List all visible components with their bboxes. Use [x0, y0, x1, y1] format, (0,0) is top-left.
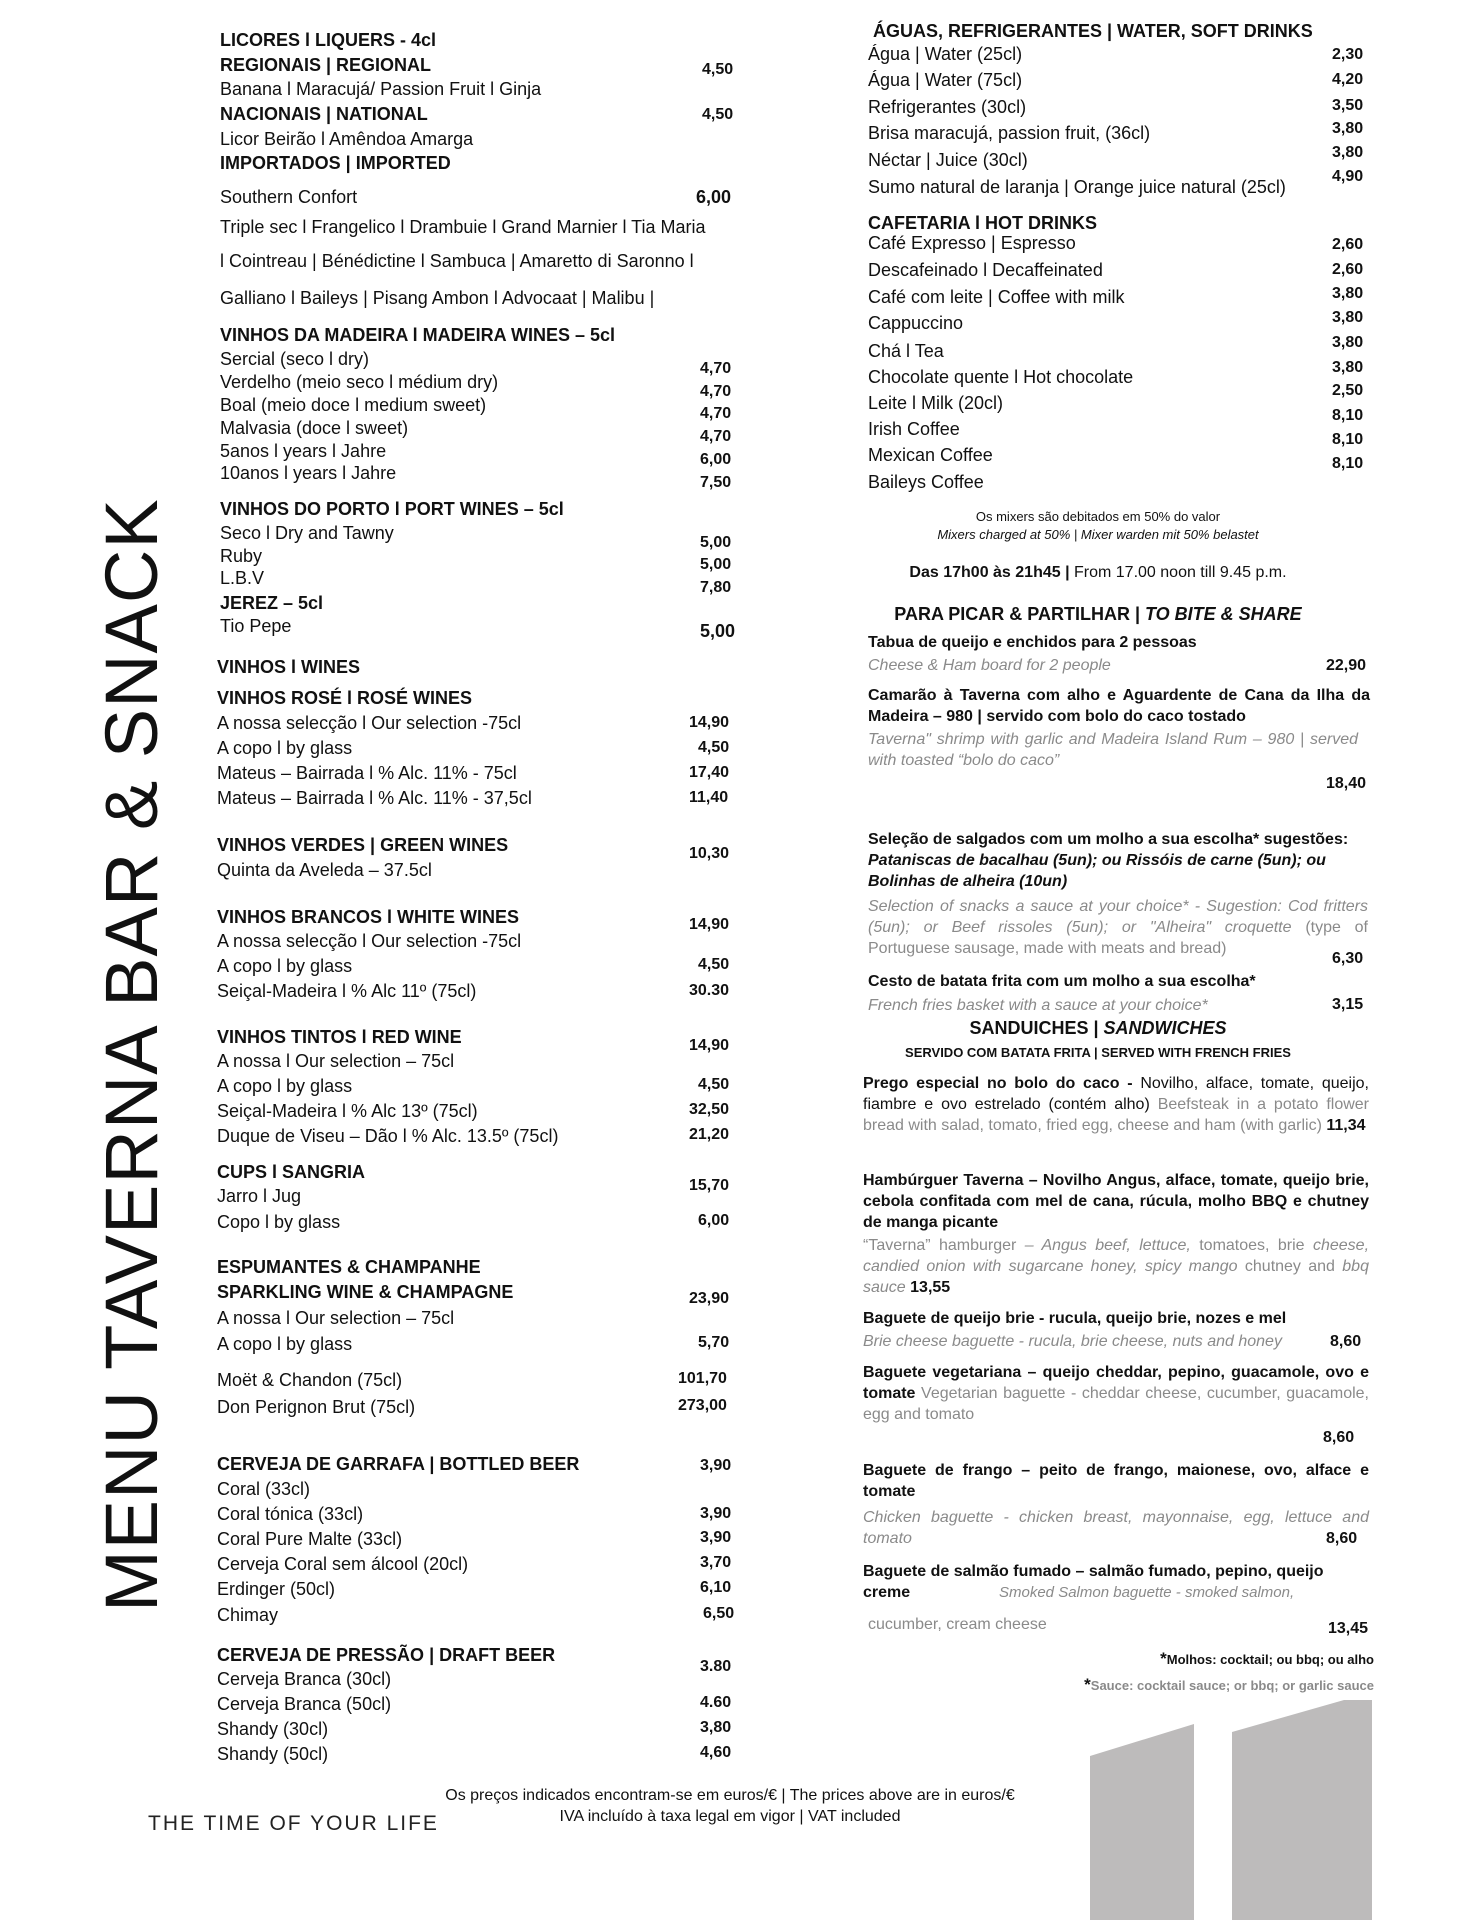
red-item: Duque de Viseu – Dão l % Alc. 13.5º (75cl) — [217, 1126, 559, 1146]
water-title: ÁGUAS, REFRIGERANTES | WATER, SOFT DRINKS — [873, 21, 1313, 41]
red-price: 21,20 — [689, 1126, 730, 1143]
shrimp-desc: Taverna" shrimp with garlic and Madeira Island Rum – 980 | served with toasted “bolo do caco” — [868, 731, 1358, 769]
green-title: VINHOS VERDES | GREEN WINES — [217, 835, 509, 855]
bottled-price: 6,10 — [700, 1579, 732, 1596]
draft-price: 4,60 — [700, 1744, 732, 1761]
jerez-item: Tio Pepe — [220, 616, 292, 636]
sparkling-item: Moët & Chandon (75cl) — [217, 1370, 403, 1390]
rose-price: 11,40 — [689, 789, 729, 806]
regional-title: REGIONAIS | REGIONAL — [220, 55, 432, 75]
madeira-item: 10anos l years l Jahre — [220, 463, 397, 483]
jerez-price: 5,00 — [700, 621, 736, 641]
coffee-item: Mexican Coffee — [868, 445, 993, 465]
sparkling-price: 5,70 — [698, 1334, 730, 1351]
red-item: A nossa l Our selection – 75cl — [217, 1051, 455, 1071]
draft-price: 3,80 — [700, 1719, 732, 1736]
white-item: A copo l by glass — [217, 956, 353, 976]
white-item: A nossa selecção l Our selection -75cl — [217, 931, 522, 951]
coffee-price: 3,80 — [1332, 359, 1364, 376]
madeira-title: VINHOS DA MADEIRA l MADEIRA WINES – 5cl — [220, 325, 616, 345]
opening-hours-pt: Das 17h00 às 21h45 | — [909, 564, 1070, 581]
rose-item: A nossa selecção l Our selection -75cl — [217, 713, 522, 733]
chicken-title: Baguete de frango – peito de frango, maionese, ovo, alface e tomate — [863, 1462, 1369, 1500]
bottled-item: Coral (33cl) — [217, 1479, 311, 1499]
burger-desc-e: chutney and — [1244, 1258, 1335, 1275]
water-price: 3,80 — [1332, 144, 1364, 161]
sparkling-price: 273,00 — [678, 1397, 727, 1414]
coffee-price: 2,50 — [1332, 382, 1364, 399]
madeira-item: Verdelho (meio seco l médium dry) — [220, 372, 499, 392]
opening-hours-en: From 17.00 noon till 9.45 p.m. — [1069, 564, 1287, 581]
prego-desc: Beefsteak in a potato flower bread with salad, tomato, fried egg, cheese and ham (with garlic) — [863, 1096, 1370, 1134]
water-price: 2,30 — [1332, 46, 1364, 63]
logo-block-left — [1090, 1724, 1194, 1920]
snacks-desc-note: (type of Portuguese sausage, made with meats and bread) — [868, 919, 1369, 957]
cheese-board-title: Tabua de queijo e enchidos para 2 pessoas — [868, 634, 1197, 651]
draft-price: 3.80 — [700, 1658, 732, 1675]
burger-price: 13,55 — [910, 1279, 951, 1296]
burger-desc-b: – Angus beef, lettuce, — [1024, 1237, 1191, 1254]
sparkling-item: Don Perignon Brut (75cl) — [217, 1397, 416, 1417]
national-items: Licor Beirão l Amêndoa Amarga — [220, 129, 474, 149]
salmon-price: 13,45 — [1328, 1620, 1369, 1637]
bottled-price: 3,90 — [700, 1457, 732, 1474]
fries-title: Cesto de batata frita com um molho a sua escolha* — [868, 973, 1256, 990]
salmon-desc-2: cucumber, cream cheese — [868, 1616, 1047, 1633]
rose-title: VINHOS ROSÉ l ROSÉ WINES — [217, 688, 473, 708]
white-item: Seiçal-Madeira l % Alc 11º (75cl) — [217, 981, 477, 1001]
veg-title: Baguete vegetariana – queijo cheddar, pepino, guacamole, ovo e tomate — [863, 1364, 1369, 1402]
white-price: 4,50 — [698, 956, 730, 973]
coffee-price: 8,10 — [1332, 431, 1364, 448]
burger-desc-a: “Taverna” hamburger — [863, 1237, 1017, 1254]
madeira-price: 4,70 — [700, 360, 732, 377]
rose-item: A copo l by glass — [217, 738, 353, 758]
sandwiches-title — [868, 1017, 1328, 1039]
wines-title: VINHOS l WINES — [217, 657, 361, 677]
sauce-asterisk-en: * — [1084, 1675, 1091, 1694]
red-price: 14,90 — [689, 1037, 730, 1054]
salmon-desc-1: Smoked Salmon baguette - smoked salmon, — [999, 1584, 1295, 1601]
coffee-item: Descafeinado l Decaffeinated — [868, 260, 1103, 280]
draft-beer-title: CERVEJA DE PRESSÃO | DRAFT BEER — [217, 1645, 556, 1665]
bottled-price: 3,90 — [700, 1505, 732, 1522]
water-price: 3,50 — [1332, 97, 1364, 114]
coffee-price: 2,60 — [1332, 236, 1364, 253]
bite-title-pt: PARA PICAR & PARTILHAR | — [894, 604, 1145, 624]
sparkling-title-en: SPARKLING WINE & CHAMPAGNE — [217, 1282, 514, 1302]
burger-desc — [863, 1235, 1369, 1298]
coffee-price: 3,80 — [1332, 334, 1364, 351]
draft-price: 4.60 — [700, 1694, 732, 1711]
cheese-board-price: 22,90 — [1326, 657, 1367, 674]
prego-item — [863, 1073, 1369, 1136]
imported-line-3: Galliano l Baileys | Pisang Ambon l Advocaat | Malibu | — [220, 288, 655, 308]
prego-ingredients: Novilho, alface, tomate, queijo, fiambre e ovo estrelado (contém alho) — [863, 1075, 1370, 1113]
bottled-item: Cerveja Coral sem álcool (20cl) — [217, 1554, 469, 1574]
red-title: VINHOS TINTOS l RED WINE — [217, 1027, 462, 1047]
logo-block-right — [1232, 1700, 1372, 1920]
mixers-note-en: Mixers charged at 50% | Mixer warden mit 50% belastet — [937, 527, 1259, 542]
imported-title: IMPORTADOS | IMPORTED — [220, 153, 451, 173]
madeira-price: 4,70 — [700, 405, 732, 422]
snacks-title — [868, 829, 1370, 892]
burger-desc-c: tomatoes, brie — [1199, 1237, 1305, 1254]
coffee-item: Cappuccino — [868, 313, 964, 333]
water-item: Brisa maracujá, passion fruit, (36cl) — [868, 123, 1151, 143]
port-item: Seco l Dry and Tawny — [220, 523, 394, 543]
coffee-item: Chá l Tea — [868, 341, 944, 361]
sauce-note-en — [1000, 1676, 1374, 1695]
sparkling-item: A nossa l Our selection – 75cl — [217, 1308, 455, 1328]
snacks-desc-en: Selection of snacks a sauce at your choice* - Sugestion: Cod fritters (5un); or Beef rissoles (5un); or "Alheira" croquette — [868, 898, 1368, 936]
water-item: Refrigerantes (30cl) — [868, 97, 1027, 117]
veg-item — [863, 1362, 1369, 1425]
bottled-item: Coral Pure Malte (33cl) — [217, 1529, 403, 1549]
madeira-item: Sercial (seco l dry) — [220, 349, 370, 369]
coffee-price: 3,80 — [1332, 309, 1364, 326]
coffee-item: Baileys Coffee — [868, 472, 984, 492]
bottled-item: Erdinger (50cl) — [217, 1579, 336, 1599]
coffee-item: Café com leite | Coffee with milk — [868, 287, 1125, 307]
madeira-item: Malvasia (doce l sweet) — [220, 418, 409, 438]
white-price: 14,90 — [689, 916, 730, 933]
jerez-title: JEREZ – 5cl — [220, 593, 324, 613]
coffee-item: Irish Coffee — [868, 419, 960, 439]
snacks-title-text: Seleção de salgados com um molho a sua escolha* sugestões: — [868, 831, 1349, 848]
shrimp-title: Camarão à Taverna com alho e Aguardente de Cana da Ilha da Madeira – 980 | servido com bolo do caco tostado — [868, 687, 1370, 725]
port-title: VINHOS DO PORTO l PORT WINES – 5cl — [220, 499, 564, 519]
mixers-note-pt: Os mixers são debitados em 50% do valor — [975, 509, 1221, 524]
cups-item: Copo l by glass — [217, 1212, 341, 1232]
green-item: Quinta da Aveleda – 37.5cl — [217, 860, 432, 880]
red-price: 4,50 — [698, 1076, 730, 1093]
bottled-price: 3,90 — [700, 1529, 732, 1546]
port-price: 5,00 — [700, 534, 732, 551]
opening-hours — [868, 562, 1328, 583]
sauce-en-text: Sauce: cocktail sauce; or bbq; or garlic sauce — [1090, 1678, 1374, 1693]
veg-desc: Vegetarian baguette - cheddar cheese, cucumber, guacamole, egg and tomato — [863, 1385, 1369, 1423]
red-price: 32,50 — [689, 1101, 730, 1118]
water-item: Néctar | Juice (30cl) — [868, 150, 1028, 170]
water-item: Sumo natural de laranja | Orange juice natural (25cl) — [868, 177, 1286, 197]
brie-title: Baguete de queijo brie - rucula, queijo brie, nozes e mel — [863, 1310, 1287, 1327]
menu-vertical-title: MENU TAVERNA BAR & SNACK — [90, 498, 173, 1612]
southern-comfort: Southern Confort — [220, 187, 358, 207]
shrimp-price: 18,40 — [1326, 775, 1367, 792]
sandwiches-title-pt: SANDUICHES | — [969, 1018, 1104, 1038]
burger-title: Hambúrguer Taverna – Novilho Angus, alface, tomate, queijo brie, cebola confitada com mel de cana, rúcula, molho BBQ e chutney de manga picante — [863, 1172, 1369, 1231]
brie-price: 8,60 — [1330, 1333, 1362, 1350]
rose-item: Mateus – Bairrada l % Alc. 11% - 37,5cl — [217, 788, 532, 808]
draft-item: Shandy (50cl) — [217, 1744, 329, 1764]
bottled-item: Coral tónica (33cl) — [217, 1504, 364, 1524]
madeira-price: 7,50 — [700, 474, 732, 491]
red-item: Seiçal-Madeira l % Alc 13º (75cl) — [217, 1101, 478, 1121]
sparkling-price: 23,90 — [689, 1290, 730, 1307]
bite-share-title — [868, 603, 1328, 625]
burger-desc-d: cheese, candied onion with sugarcane honey, spicy mango — [863, 1237, 1370, 1275]
fries-desc: French fries basket with a sauce at your choice* — [868, 997, 1208, 1014]
salmon-title: Baguete de salmão fumado – salmão fumado, pepino, queijo creme — [863, 1563, 1324, 1601]
sauce-pt-text: Molhos: cocktail; ou bbq; ou alho — [1166, 1652, 1374, 1667]
draft-item: Shandy (30cl) — [217, 1719, 329, 1739]
madeira-item: Boal (meio doce l medium sweet) — [220, 395, 487, 415]
coffee-item: Chocolate quente l Hot chocolate — [868, 367, 1134, 387]
tagline: THE TIME OF YOUR LIFE — [148, 1812, 439, 1835]
rose-price: 4,50 — [698, 739, 730, 756]
red-item: A copo l by glass — [217, 1076, 353, 1096]
water-price: 4,20 — [1332, 71, 1364, 88]
coffee-price: 8,10 — [1332, 455, 1364, 472]
water-price: 4,90 — [1332, 168, 1364, 185]
green-price: 10,30 — [689, 845, 730, 862]
port-item: Ruby — [220, 546, 263, 566]
coffee-price: 8,10 — [1332, 407, 1364, 424]
rose-price: 14,90 — [689, 714, 730, 731]
sauce-asterisk: * — [1160, 1649, 1167, 1668]
bite-title-en: TO BITE & SHARE — [1145, 604, 1302, 624]
prego-title: Prego especial no bolo do caco - — [863, 1075, 1133, 1092]
veg-price: 8,60 — [1323, 1429, 1355, 1446]
regional-price: 4,50 — [702, 61, 734, 78]
burger-desc-f: bbq sauce — [863, 1258, 1369, 1296]
imported-line-2: l Cointreau | Bénédictine l Sambuca | Amaretto di Saronno l — [220, 251, 694, 271]
white-title: VINHOS BRANCOS l WHITE WINES — [217, 907, 520, 927]
rose-item: Mateus – Bairrada l % Alc. 11% - 75cl — [217, 763, 517, 783]
cups-price: 15,70 — [689, 1177, 730, 1194]
regional-items: Banana l Maracujá/ Passion Fruit l Ginja — [220, 79, 542, 99]
footer-vat-note: IVA incluído à taxa legal em vigor | VAT included — [559, 1808, 901, 1825]
water-price: 3,80 — [1332, 120, 1364, 137]
bottled-price: 3,70 — [700, 1554, 732, 1571]
snacks-options: Pataniscas de bacalhau (5un); ou Rissóis de carne (5un); ou Bolinhas de alheira (10un) — [868, 852, 1326, 890]
sparkling-price: 101,70 — [678, 1370, 727, 1387]
white-price: 30.30 — [689, 982, 730, 999]
bottled-beer-title: CERVEJA DE GARRAFA | BOTTLED BEER — [217, 1454, 580, 1474]
cups-price: 6,00 — [698, 1212, 730, 1229]
sandwiches-subtitle: SERVIDO COM BATATA FRITA | SERVED WITH FRENCH FRIES — [905, 1045, 1291, 1060]
coffee-price: 2,60 — [1332, 261, 1364, 278]
coffee-price: 3,80 — [1332, 285, 1364, 302]
water-item: Água | Water (25cl) — [868, 44, 1023, 64]
national-price: 4,50 — [702, 106, 734, 123]
liqueurs-title: LICORES l LIQUERS - 4cl — [220, 30, 437, 50]
sandwiches-title-en: SANDWICHES — [1103, 1018, 1227, 1038]
sparkling-title-pt: ESPUMANTES & CHAMPANHE — [217, 1257, 481, 1277]
brie-desc: Brie cheese baguette - rucula, brie cheese, nuts and honey — [863, 1333, 1282, 1350]
national-title: NACIONAIS | NATIONAL — [220, 104, 428, 124]
coffee-title: CAFETARIA l HOT DRINKS — [868, 213, 1097, 233]
sparkling-item: A copo l by glass — [217, 1334, 353, 1354]
draft-item: Cerveja Branca (50cl) — [217, 1694, 392, 1714]
coffee-item: Café Expresso | Espresso — [868, 233, 1076, 253]
decorative-logo-shape — [1090, 1700, 1380, 1920]
southern-price: 6,00 — [696, 187, 732, 207]
snacks-price: 6,30 — [1332, 950, 1364, 967]
rose-price: 17,40 — [689, 764, 730, 781]
madeira-price: 4,70 — [700, 428, 732, 445]
footer-prices-note: Os preços indicados encontram-se em euros/€ | The prices above are in euros/€ — [445, 1787, 1015, 1804]
madeira-price: 4,70 — [700, 383, 732, 400]
water-item: Água | Water (75cl) — [868, 70, 1023, 90]
bottled-item: Chimay — [217, 1605, 279, 1625]
sauce-note-pt — [1136, 1650, 1374, 1669]
prego-price: 11,34 — [1326, 1117, 1366, 1134]
cups-title: CUPS l SANGRIA — [217, 1162, 366, 1182]
fries-price: 3,15 — [1332, 996, 1364, 1013]
bottled-price: 6,50 — [703, 1605, 735, 1622]
port-price: 5,00 — [700, 556, 732, 573]
cups-item: Jarro l Jug — [217, 1186, 302, 1206]
cheese-board-desc: Cheese & Ham board for 2 people — [868, 657, 1111, 674]
snacks-desc — [868, 896, 1368, 959]
draft-item: Cerveja Branca (30cl) — [217, 1669, 392, 1689]
port-item: L.B.V — [220, 568, 265, 588]
port-price: 7,80 — [700, 579, 732, 596]
madeira-item: 5anos l years l Jahre — [220, 441, 387, 461]
coffee-item: Leite l Milk (20cl) — [868, 393, 1004, 413]
chicken-price: 8,60 — [1326, 1530, 1358, 1547]
imported-line-1: Triple sec l Frangelico l Drambuie l Grand Marnier l Tia Maria — [220, 217, 706, 237]
chicken-desc: Chicken baguette - chicken breast, mayonnaise, egg, lettuce and tomato — [863, 1509, 1369, 1547]
madeira-price: 6,00 — [700, 451, 732, 468]
